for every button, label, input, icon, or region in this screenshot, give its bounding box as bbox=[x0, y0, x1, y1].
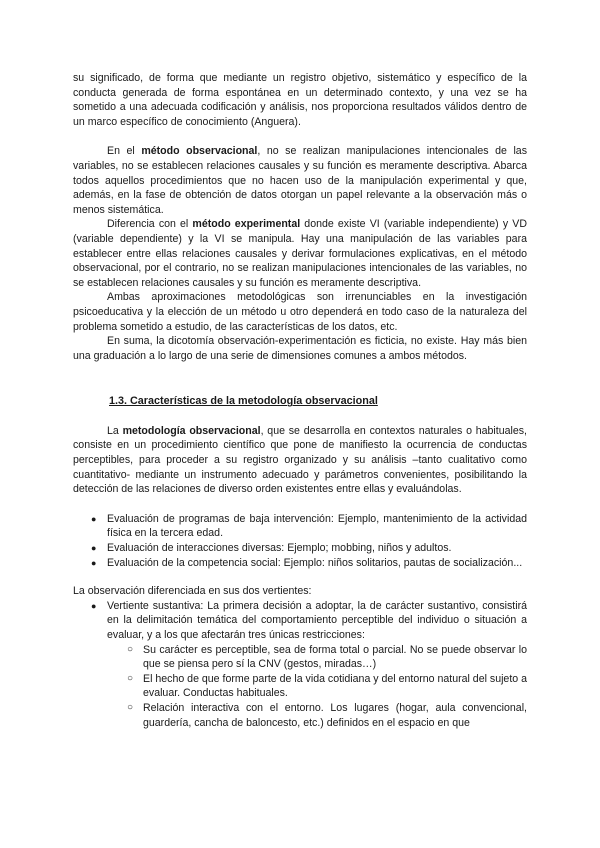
observational-method-term: método observacional bbox=[141, 145, 258, 158]
approaches-paragraph: Ambas aproximaciones metodológicas son irrenunciables en la investigación psicoeducativa y la elección de un método u otro dependerá en todo caso de la naturaleza del problema sometido a estudio, de las características de los datos, etc. bbox=[73, 291, 527, 333]
section-heading: 1.3. Características de la metodología observacional bbox=[109, 395, 378, 408]
circle-bullet-icon: ○ bbox=[127, 701, 134, 713]
experimental-method-term: método experimental bbox=[192, 218, 301, 231]
list-item: ○ El hecho de que forme parte de la vida cotidiana y del entorno natural del sujeto a evaluar. Conductas habituales. bbox=[127, 672, 527, 700]
vertientes-intro: La observación diferenciada en sus dos vertientes: bbox=[73, 585, 312, 598]
bullet-icon: ● bbox=[91, 513, 97, 524]
intro-paragraph: su significado, de forma que mediante un registro objetivo, sistemático y específico de la conducta generada de forma espontánea en un determinado contexto, y una vez se ha sometido a una adecuada codificación y análisis, nos proporciona resultados válidos dentro de un marco específico de conocimiento (Anguera). bbox=[73, 72, 527, 128]
page-content bbox=[73, 71, 527, 730]
restrictions-list bbox=[73, 643, 527, 731]
list-item: ○ Relación interactiva con el entorno. Los lugares (hogar, aula convencional, guardería, cancha de baloncesto, etc.) definidos en el espacio en que bbox=[127, 701, 527, 729]
list-item: ● Vertiente sustantiva: La primera decisión a adoptar, la de carácter sustantivo, consistirá en la delimitación temática del comportamiento perceptible del individuo o situación a evaluar, y a los que afectarán tres únicas restricciones: bbox=[91, 599, 527, 641]
vertientes-list bbox=[73, 599, 527, 643]
list-item: ● Evaluación de programas de baja intervención: Ejemplo, mantenimiento de la actividad física en la tercera edad. bbox=[91, 512, 527, 540]
circle-bullet-icon: ○ bbox=[127, 643, 134, 655]
circle-bullet-icon: ○ bbox=[127, 672, 134, 684]
list-item: ○ Su carácter es perceptible, sea de forma total o parcial. No se puede observar lo que se piensa pero sí la CNV (gestos, miradas…) bbox=[127, 643, 527, 671]
observational-method-paragraph: En el método observacional, no se realizan manipulaciones intencionales de las variables, no se establecen relaciones causales y su función es meramente descriptiva. Abarca todos aquellos procedimientos que no hacen uso de la manipulación experimental y que, además, en la fase de obtención de datos otorgan un papel relevante a la observación más o menos sistemática. bbox=[73, 145, 527, 216]
list-item: ● Evaluación de la competencia social: Ejemplo: niños solitarios, pautas de socialización... bbox=[91, 556, 523, 569]
observational-methodology-term: metodología observacional bbox=[122, 424, 261, 437]
experimental-method-paragraph: Diferencia con el método experimental donde existe VI (variable independiente) y VD (variable dependiente) y la VI se manipula. Hay una manipulación de las variables para establecer entre ellas relaciones causales y derivar formulaciones explicativas, en el método observacional, por el contrario, no se realizan manipulaciones intencionales de las variables, no se establecen relaciones causales y su función es meramente descriptiva. bbox=[73, 218, 527, 289]
summary-paragraph: En suma, la dicotomía observación-experimentación es ficticia, no existe. Hay más bien una graduación a lo largo de una serie de dimensiones comunes a ambos métodos. bbox=[73, 335, 527, 362]
bullet-icon: ● bbox=[91, 600, 97, 611]
bullet-icon: ● bbox=[91, 543, 97, 554]
bullet-icon: ● bbox=[91, 557, 97, 568]
examples-list bbox=[73, 512, 527, 570]
definition-paragraph: La metodología observacional, que se desarrolla en contextos naturales o habituales, consiste en un procedimiento científico que pone de manifiesto la ocurrencia de conductas perceptibles, para proceder a su registro organizado y su análisis –tanto cualitativo como cuantitativo- mediante un instrumento adecuado y parámetros convenientes, posibilitando la detección de las relaciones de diverso orden existentes entre ellas y evaluándolas. bbox=[73, 424, 527, 496]
list-item: ● Evaluación de interacciones diversas: Ejemplo; mobbing, niños y adultos. bbox=[91, 542, 452, 555]
